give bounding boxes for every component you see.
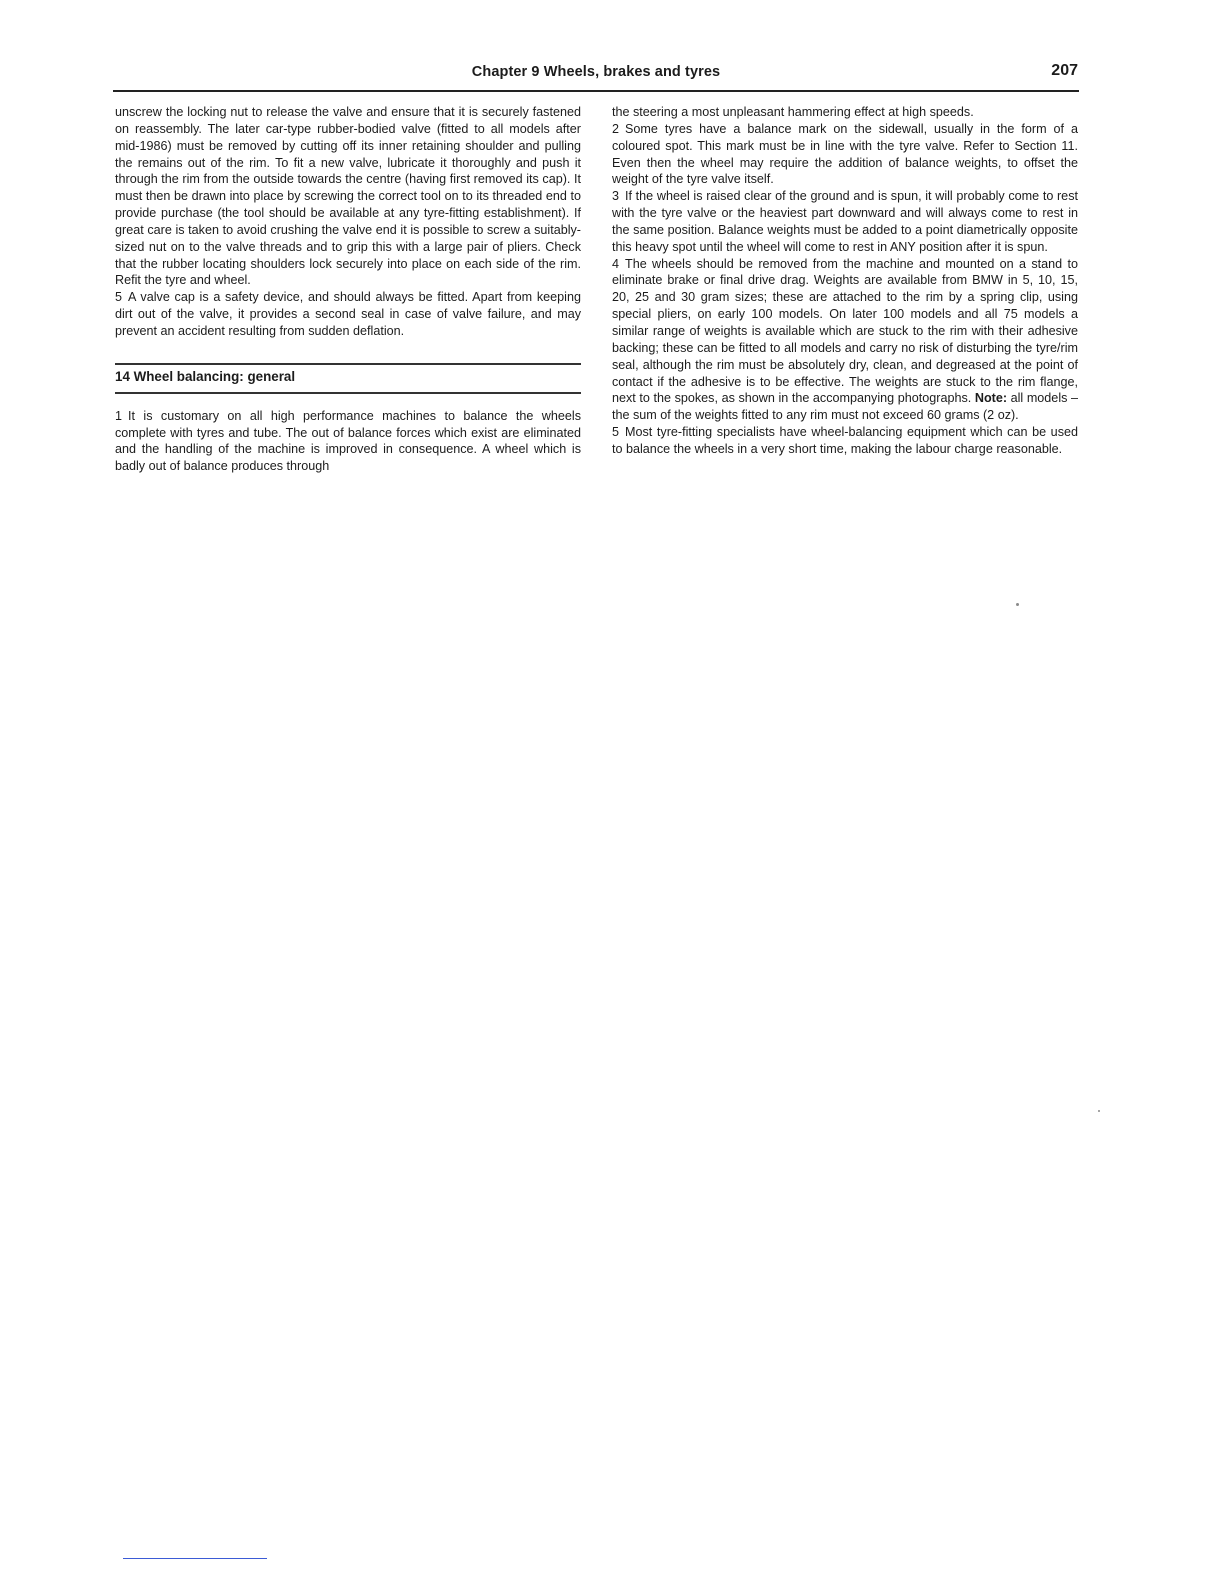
paragraph-1-balancing <box>115 408 581 475</box>
left-column <box>115 104 581 475</box>
footer-rule <box>123 1558 267 1559</box>
paragraph-number: 1 <box>115 408 123 423</box>
paragraph-text: the steering a most unpleasant hammering effect at high speeds. <box>612 105 974 119</box>
paragraph-text: Most tyre-fitting specialists have wheel-balancing equipment which can be used to balance the wheels in a very short time, making the labour charge reasonable. <box>612 425 1078 456</box>
paragraph-text: It is customary on all high performance machines to balance the wheels complete with tyres and tube. The out of balance forces which exist are eliminated and the handling of the machine is improved in consequence. A wheel which is badly out of balance produces through <box>115 408 581 474</box>
paragraph-text: The wheels should be removed from the machine and mounted on a stand to eliminate brake or final drive drag. Weights are available from BMW in 5, 10, 15, 20, 25 and 30 gram sizes; these are attached to the rim by a spring clip, using special pliers, on early 100 models. On later 100 models and all 75 models a similar range of weights is available which are stuck to the rim with their adhesive backing; these can be fitted to all models and carry no risk of disturbing the tyre/rim seal, although the rim must be absolutely dry, clean, and degreased at the point of contact if the adhesive is to be effective. The weights are stuck to the rim flange, next to the spokes, as shown in the accompanying photographs. <box>612 256 1078 406</box>
paragraph-continued <box>115 104 581 289</box>
scan-speck <box>1098 1110 1100 1112</box>
paragraph-text: unscrew the locking nut to release the valve and ensure that it is securely fastened on reassembly. The later car-type rubber-bodied valve (fitted to all models after mid-1986) must be removed by cutting off its inner retaining shoulder and pulling the remains out of the rim. To fit a new valve, lubricate it thoroughly and push it through the rim from the outside towards the centre (having first removed its cap). It must then be drawn into place by screwing the correct tool on to its threaded end to provide purchase (the tool should be available at any tyre-fitting establishment). If great care is taken to avoid crushing the valve end it is possible to screw a suitably-sized nut on to the valve threads and to grip this with a large pair of pliers. Check that the rubber locating shoulders lock securely into place on each side of the rim. Refit the tyre and wheel. <box>115 105 581 288</box>
note-label: Note: <box>974 391 1008 406</box>
paragraph-text: Some tyres have a balance mark on the sidewall, usually in the form of a coloured spot. This mark must be in line with the tyre valve. Refer to Section 11. Even then the wheel may require the addition of balance weights, to offset the weight of the tyre valve itself. <box>612 121 1078 187</box>
paragraph-2-balance-mark <box>612 121 1078 188</box>
section-heading: 14 Wheel balancing: general <box>115 363 581 394</box>
page-header <box>113 62 1079 92</box>
paragraph-5-valve-cap <box>115 289 581 340</box>
paragraph-number: 5 <box>115 290 123 305</box>
note-text: all models – the sum of the weights fitted to any rim must not exceed 60 grams (2 oz). <box>612 391 1079 423</box>
running-title: Chapter 9 Wheels, brakes and tyres <box>471 64 721 80</box>
paragraph-5-specialists <box>612 424 1078 458</box>
scan-speck <box>1016 603 1019 606</box>
paragraph-4-weights <box>612 256 1078 424</box>
paragraph-number: 5 <box>612 425 620 440</box>
paragraph-text: A valve cap is a safety device, and should always be fitted. Apart from keeping dirt out of the valve, it provides a second seal in case of valve failure, and may prevent an accident resulting from sudden deflation. <box>115 290 581 338</box>
right-column <box>612 104 1078 458</box>
page-number: 207 <box>1051 62 1078 79</box>
paragraph-3-heavy-spot <box>612 188 1078 255</box>
paragraph-number: 4 <box>612 256 620 271</box>
paragraph-number: 3 <box>612 189 620 204</box>
paragraph-continued <box>612 104 1078 121</box>
paragraph-number: 2 <box>612 121 620 136</box>
paragraph-text: If the wheel is raised clear of the ground and is spun, it will probably come to rest with the tyre valve or the heaviest part downward and will always come to rest in the same position. Balance weights must be added to a point diametrically opposite this heavy spot until the wheel will come to rest in ANY position after it is spun. <box>612 189 1078 254</box>
